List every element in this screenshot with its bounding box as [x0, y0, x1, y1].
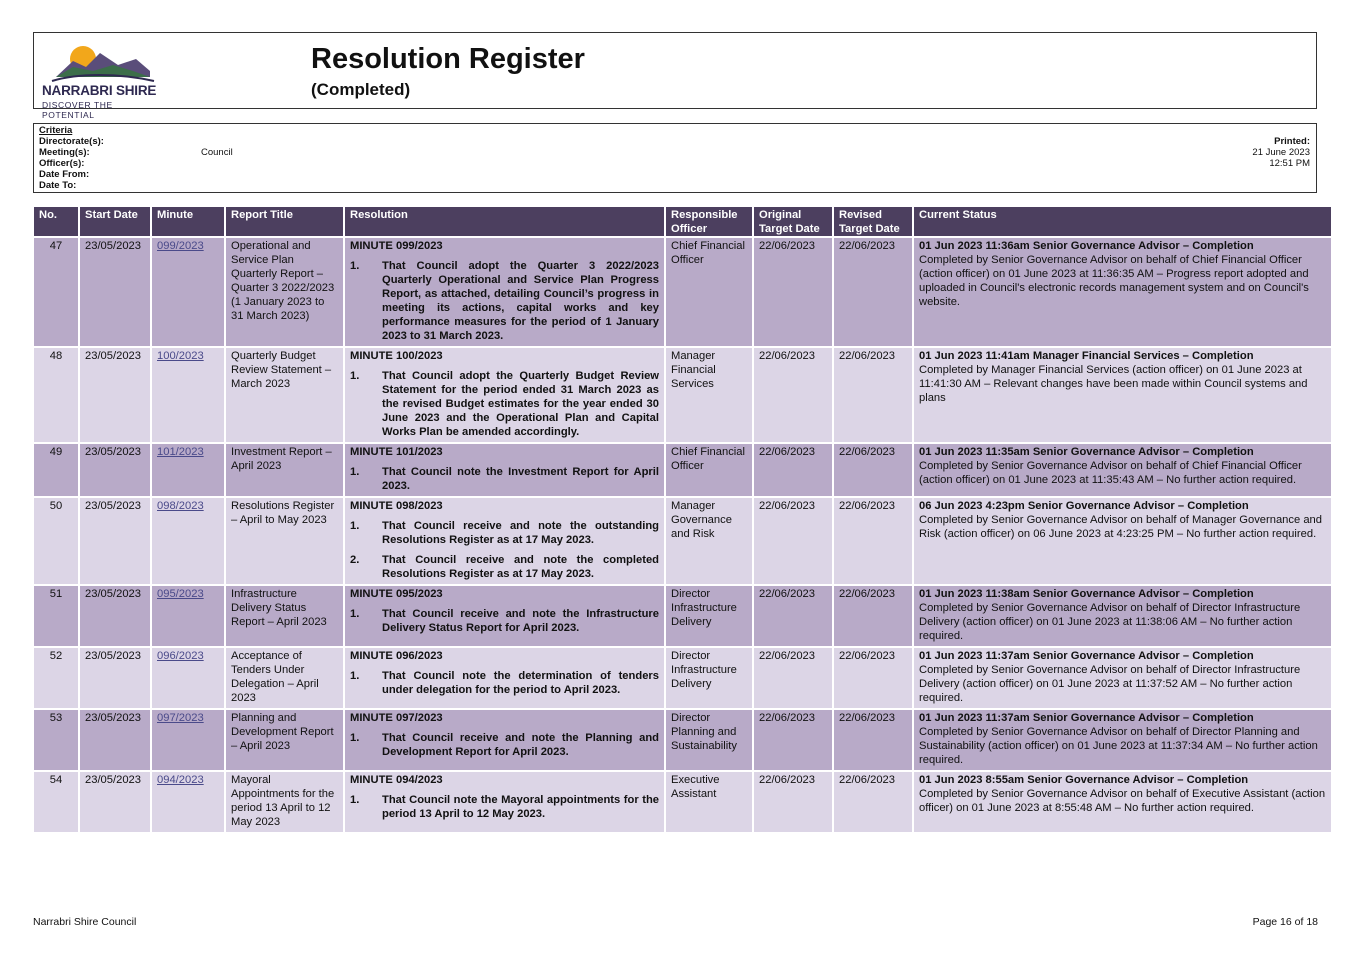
row-number: 54 — [34, 772, 78, 832]
table-row — [34, 772, 1331, 832]
minute-heading: MINUTE 094/2023 — [350, 774, 443, 786]
resolution-item-text: That Council adopt the Quarter 3 2022/2023 Quarterly Operational and Service Plan Progress Report, as attached, detailing Council’s progress in meeting its actions, capital works and key performance measures for the period of 1 January 2023 to 31 March 2023. — [382, 260, 659, 342]
resolution-item-number: 1. — [350, 520, 360, 532]
resolution-item-number: 1. — [350, 794, 360, 806]
resolution-cell — [345, 710, 664, 770]
original-target-date: 22/06/2023 — [754, 772, 832, 832]
resolution-item — [350, 465, 659, 493]
minute-heading: MINUTE 099/2023 — [350, 240, 443, 252]
current-status-cell — [914, 498, 1331, 584]
resolution-item-number: 1. — [350, 466, 360, 478]
start-date: 23/05/2023 — [80, 648, 150, 708]
minute-cell — [152, 444, 224, 496]
col-header-revised-target-date: Revised Target Date — [834, 207, 912, 236]
resolution-item — [350, 731, 659, 759]
report-header — [33, 32, 1317, 120]
resolution-item-text: That Council receive and note the completed Resolutions Register as at 17 May 2023. — [382, 554, 659, 580]
printed-info — [1252, 136, 1310, 169]
minute-cell — [152, 586, 224, 646]
resolution-item-text: That Council note the determination of tenders under delegation for the period to April 2023. — [382, 670, 659, 696]
status-heading: 01 Jun 2023 11:36am Senior Governance Advisor – Completion — [919, 240, 1254, 252]
resolution-item-text: That Council receive and note the Infrastructure Delivery Status Report for April 2023. — [382, 608, 659, 634]
resolution-item — [350, 369, 659, 439]
revised-target-date: 22/06/2023 — [834, 710, 912, 770]
row-number: 48 — [34, 348, 78, 442]
status-heading: 01 Jun 2023 11:38am Senior Governance Advisor – Completion — [919, 588, 1254, 600]
table-row — [34, 238, 1331, 346]
table-header-row — [34, 207, 1331, 236]
responsible-officer: Chief Financial Officer — [666, 444, 752, 496]
start-date: 23/05/2023 — [80, 444, 150, 496]
resolution-cell — [345, 648, 664, 708]
status-body: Completed by Senior Governance Advisor on behalf of Chief Financial Officer (action officer) on 01 June 2023 at 11:36:35 AM – Progress report adopted and uploaded in Council's electronic records management system and on Council's website. — [919, 254, 1309, 308]
row-number: 49 — [34, 444, 78, 496]
resolution-item-text: That Council receive and note the Planning and Development Report for April 2023. — [382, 732, 659, 758]
criteria-label: Officer(s): — [39, 158, 85, 169]
resolution-cell — [345, 348, 664, 442]
revised-target-date: 22/06/2023 — [834, 772, 912, 832]
col-header-responsible-officer: Responsible Officer — [666, 207, 752, 236]
current-status-cell — [914, 586, 1331, 646]
current-status-cell — [914, 772, 1331, 832]
original-target-date: 22/06/2023 — [754, 498, 832, 584]
report-title: Investment Report – April 2023 — [226, 444, 343, 496]
current-status-cell — [914, 710, 1331, 770]
revised-target-date: 22/06/2023 — [834, 348, 912, 442]
resolution-cell — [345, 772, 664, 832]
start-date: 23/05/2023 — [80, 586, 150, 646]
original-target-date: 22/06/2023 — [754, 710, 832, 770]
resolution-cell — [345, 238, 664, 346]
report-title: Operational and Service Plan Quarterly Report – Quarter 3 2022/2023 (1 January 2023 to 31 March 2023) — [226, 238, 343, 346]
row-number: 50 — [34, 498, 78, 584]
mountain-sun-icon — [38, 37, 168, 83]
col-header-start-date: Start Date — [80, 207, 150, 236]
revised-target-date: 22/06/2023 — [834, 586, 912, 646]
page-subtitle: (Completed) — [311, 80, 411, 99]
col-header-minute: Minute — [152, 207, 224, 236]
resolution-item-number: 1. — [350, 260, 360, 272]
col-header-current-status: Current Status — [914, 207, 1331, 236]
start-date: 23/05/2023 — [80, 710, 150, 770]
minute-cell — [152, 710, 224, 770]
minute-link[interactable]: 101/2023 — [157, 446, 204, 458]
minute-cell — [152, 648, 224, 708]
status-body: Completed by Senior Governance Advisor on behalf of Director Infrastructure Delivery (action officer) on 01 June 2023 at 11:37:52 AM – No further action required. — [919, 664, 1301, 704]
status-heading: 01 Jun 2023 11:37am Senior Governance Advisor – Completion — [919, 650, 1254, 662]
minute-link[interactable]: 099/2023 — [157, 240, 204, 252]
minute-cell — [152, 348, 224, 442]
resolution-item-number: 1. — [350, 370, 360, 382]
original-target-date: 22/06/2023 — [754, 648, 832, 708]
resolution-item-text: That Council note the Mayoral appointments for the period 13 April to 12 May 2023. — [382, 794, 659, 820]
page-number: Page 16 of 18 — [1252, 916, 1318, 928]
resolution-item — [350, 519, 659, 547]
row-number: 52 — [34, 648, 78, 708]
responsible-officer: Director Planning and Sustainability — [666, 710, 752, 770]
table-row — [34, 648, 1331, 708]
current-status-cell — [914, 238, 1331, 346]
current-status-cell — [914, 348, 1331, 442]
printed-date: 21 June 2023 — [1252, 147, 1310, 158]
minute-heading: MINUTE 096/2023 — [350, 650, 443, 662]
printed-label: Printed: — [1274, 136, 1310, 147]
criteria-labels — [39, 125, 104, 191]
resolution-item-number: 1. — [350, 732, 360, 744]
responsible-officer: Chief Financial Officer — [666, 238, 752, 346]
status-heading: 01 Jun 2023 8:55am Senior Governance Advisor – Completion — [919, 774, 1249, 786]
logo-tagline: DISCOVER THE POTENTIAL — [42, 100, 113, 120]
resolution-item-number: 1. — [350, 608, 360, 620]
criteria-panel — [33, 123, 1317, 193]
resolution-cell — [345, 444, 664, 496]
minute-link[interactable]: 098/2023 — [157, 500, 204, 512]
current-status-cell — [914, 444, 1331, 496]
status-body: Completed by Senior Governance Advisor on behalf of Chief Financial Officer (action officer) on 01 June 2023 at 11:35:43 AM – No further action required. — [919, 460, 1302, 486]
resolution-item-text: That Council adopt the Quarterly Budget Review Statement for the period ended 31 March 2023 as the revised Budget estimates for the year ended 30 June 2023 and the Operational Plan and Capital Works Plan be amended accordingly. — [382, 370, 659, 438]
status-heading: 01 Jun 2023 11:37am Senior Governance Advisor – Completion — [919, 712, 1254, 724]
report-title: Mayoral Appointments for the period 13 April to 12 May 2023 — [226, 772, 343, 832]
minute-link[interactable]: 095/2023 — [157, 588, 204, 600]
criteria-label: Date From: — [39, 169, 90, 180]
minute-link[interactable]: 097/2023 — [157, 712, 204, 724]
status-heading: 06 Jun 2023 4:23pm Senior Governance Advisor – Completion — [919, 500, 1249, 512]
resolution-item-number: 2. — [350, 554, 360, 566]
original-target-date: 22/06/2023 — [754, 444, 832, 496]
table-row — [34, 586, 1331, 646]
report-title: Resolutions Register – April to May 2023 — [226, 498, 343, 584]
row-number: 47 — [34, 238, 78, 346]
revised-target-date: 22/06/2023 — [834, 648, 912, 708]
page-title: Resolution Register — [311, 43, 585, 75]
resolution-table — [32, 205, 1333, 834]
minute-link[interactable]: 094/2023 — [157, 774, 204, 786]
resolution-item-number: 1. — [350, 670, 360, 682]
resolution-item — [350, 607, 659, 635]
minute-cell — [152, 238, 224, 346]
logo-name: NARRABRI SHIRE — [42, 83, 157, 98]
table-row — [34, 348, 1331, 442]
row-number: 51 — [34, 586, 78, 646]
status-body: Completed by Senior Governance Advisor on behalf of Executive Assistant (action officer) on 01 June 2023 at 8:55:48 AM – No further action required. — [919, 788, 1326, 814]
resolution-item — [350, 553, 659, 581]
status-body: Completed by Manager Financial Services (action officer) on 01 June 2023 at 11:41:30 AM – Relevant changes have been made within Council systems and plans — [919, 364, 1308, 404]
responsible-officer: Manager Governance and Risk — [666, 498, 752, 584]
responsible-officer: Manager Financial Services — [666, 348, 752, 442]
report-title: Acceptance of Tenders Under Delegation – April 2023 — [226, 648, 343, 708]
criteria-label: Meeting(s): — [39, 147, 90, 158]
minute-heading: MINUTE 095/2023 — [350, 588, 443, 600]
criteria-label: Directorate(s): — [39, 136, 104, 147]
status-body: Completed by Senior Governance Advisor on behalf of Director Infrastructure Delivery (action officer) on 01 June 2023 at 11:38:06 AM – No further action required. — [919, 602, 1301, 642]
resolution-cell — [345, 498, 664, 584]
revised-target-date: 22/06/2023 — [834, 444, 912, 496]
resolution-cell — [345, 586, 664, 646]
resolution-item — [350, 259, 659, 343]
original-target-date: 22/06/2023 — [754, 348, 832, 442]
report-title: Planning and Development Report – April 2023 — [226, 710, 343, 770]
minute-heading: MINUTE 098/2023 — [350, 500, 443, 512]
table-row — [34, 498, 1331, 584]
minute-cell — [152, 772, 224, 832]
narrabri-shire-logo — [38, 37, 168, 120]
original-target-date: 22/06/2023 — [754, 238, 832, 346]
footer-organisation: Narrabri Shire Council — [33, 916, 137, 928]
resolution-item-text: That Council note the Investment Report for April 2023. — [382, 466, 659, 492]
table-row — [34, 710, 1331, 770]
status-heading: 01 Jun 2023 11:35am Senior Governance Advisor – Completion — [919, 446, 1254, 458]
col-header-report-title: Report Title — [226, 207, 343, 236]
report-title: Quarterly Budget Review Statement – March 2023 — [226, 348, 343, 442]
printed-time: 12:51 PM — [1269, 158, 1310, 169]
status-heading: 01 Jun 2023 11:41am Manager Financial Services – Completion — [919, 350, 1254, 362]
minute-heading: MINUTE 101/2023 — [350, 446, 443, 458]
responsible-officer: Executive Assistant — [666, 772, 752, 832]
meeting-value: Council — [201, 147, 233, 158]
resolution-item — [350, 669, 659, 697]
minute-link[interactable]: 096/2023 — [157, 650, 204, 662]
revised-target-date: 22/06/2023 — [834, 238, 912, 346]
report-title: Infrastructure Delivery Status Report – April 2023 — [226, 586, 343, 646]
start-date: 23/05/2023 — [80, 498, 150, 584]
col-header-no: No. — [34, 207, 78, 236]
revised-target-date: 22/06/2023 — [834, 498, 912, 584]
col-header-resolution: Resolution — [345, 207, 664, 236]
col-header-original-target-date: Original Target Date — [754, 207, 832, 236]
resolution-item — [350, 793, 659, 821]
minute-cell — [152, 498, 224, 584]
start-date: 23/05/2023 — [80, 772, 150, 832]
row-number: 53 — [34, 710, 78, 770]
status-body: Completed by Senior Governance Advisor on behalf of Manager Governance and Risk (action officer) on 06 June 2023 at 4:23:25 PM – No further action required. — [919, 514, 1322, 540]
current-status-cell — [914, 648, 1331, 708]
criteria-label: Date To: — [39, 180, 77, 191]
table-row — [34, 444, 1331, 496]
original-target-date: 22/06/2023 — [754, 586, 832, 646]
criteria-heading: Criteria — [39, 125, 73, 136]
responsible-officer: Director Infrastructure Delivery — [666, 586, 752, 646]
start-date: 23/05/2023 — [80, 238, 150, 346]
responsible-officer: Director Infrastructure Delivery — [666, 648, 752, 708]
minute-link[interactable]: 100/2023 — [157, 350, 204, 362]
minute-heading: MINUTE 097/2023 — [350, 712, 443, 724]
resolution-item-text: That Council receive and note the outstanding Resolutions Register as at 17 May 2023. — [382, 520, 659, 546]
status-body: Completed by Senior Governance Advisor on behalf of Director Planning and Sustainability (action officer) on 01 June 2023 at 11:37:34 AM – No further action required. — [919, 726, 1318, 766]
start-date: 23/05/2023 — [80, 348, 150, 442]
minute-heading: MINUTE 100/2023 — [350, 350, 443, 362]
